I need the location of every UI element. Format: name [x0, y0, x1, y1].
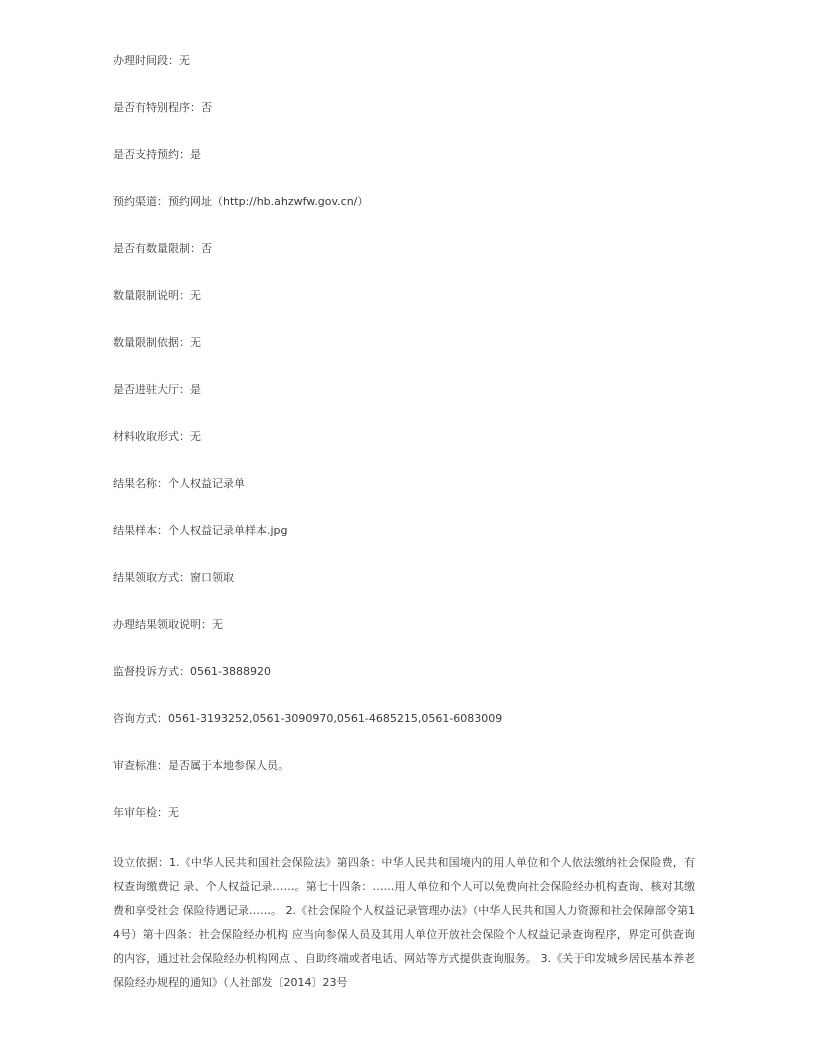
field-annual-review: 年审年检：无	[113, 806, 179, 819]
field-legal-basis: 设立依据：1.《中华人民共和国社会保险法》第四条：中华人民共和国境内的用人单位和个人依法缴纳社会保险费，有权查询缴费记 录、个人权益记录……。第七十四条：……用人单位和个人可以免费向社会保险经办机构查询、核对其缴费和享受社会 保险待遇记录……。 2.《社会保险个人权益记录管理办法》（中华人民共和国人力资源和社会保障部令第14号）第十四条：社会保险经办机构 应当向参保人员及其用人单位开放社会保险个人权益记录查询程序，界定可供查询的内容，通过社会保险经办机构网点 、自助终端或者电话、网站等方式提供查询服务。 3.《关于印发城乡居民基本养老保险经办规程的通知》（人社部发〔2014〕23号	[113, 856, 696, 989]
field-quantity-limit-desc: 数量限制说明：无	[113, 289, 201, 302]
field-in-hall: 是否进驻大厅：是	[113, 383, 201, 396]
field-result-pickup: 结果领取方式：窗口领取	[113, 571, 234, 584]
field-appointment-support: 是否支持预约：是	[113, 148, 201, 161]
field-review-standard: 审查标准：是否属于本地参保人员。	[113, 759, 289, 772]
field-quantity-limit: 是否有数量限制：否	[113, 242, 212, 255]
field-consultation: 咨询方式：0561-3193252,0561-3090970,0561-4685215,0561-6083009	[113, 712, 503, 725]
field-complaint: 监督投诉方式：0561-3888920	[113, 665, 271, 678]
field-result-name: 结果名称：个人权益记录单	[113, 477, 245, 490]
field-processing-time: 办理时间段：无	[113, 54, 190, 67]
field-special-procedure: 是否有特别程序：否	[113, 101, 212, 114]
field-result-sample: 结果样本：个人权益记录单样本.jpg	[113, 524, 288, 537]
field-result-pickup-note: 办理结果领取说明：无	[113, 618, 223, 631]
field-appointment-channel: 预约渠道：预约网址（http://hb.ahzwfw.gov.cn/）	[113, 195, 369, 208]
field-quantity-limit-basis: 数量限制依据：无	[113, 336, 201, 349]
field-material-form: 材料收取形式：无	[113, 430, 201, 443]
